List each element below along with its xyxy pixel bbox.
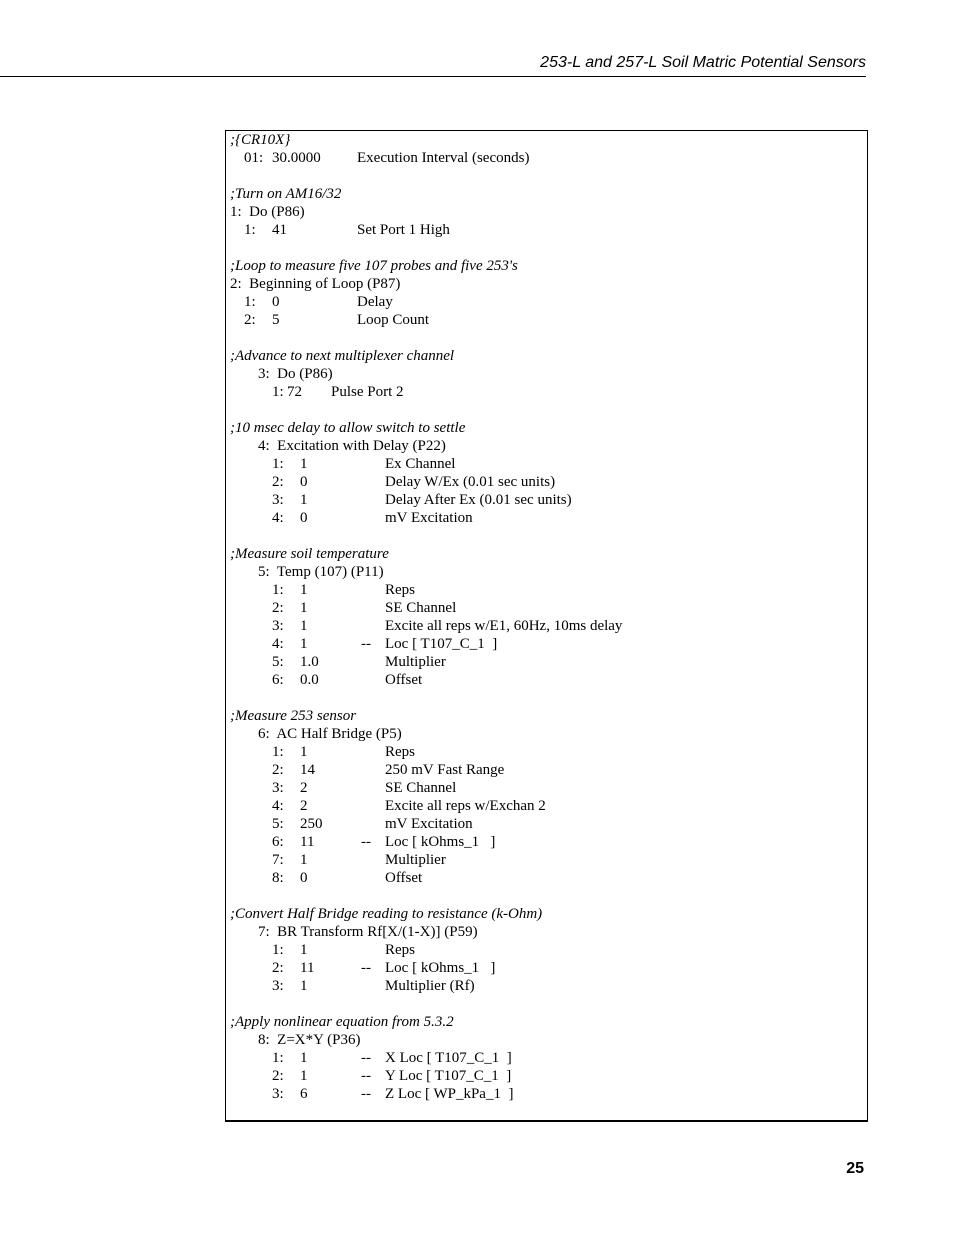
- program-parameter: [230, 1067, 867, 1085]
- param-value: 1: [300, 492, 308, 508]
- param-value: 14: [300, 762, 315, 778]
- param-dash: --: [361, 636, 371, 652]
- param-description: Loop Count: [357, 312, 430, 328]
- param-number: 1:: [272, 582, 284, 598]
- param-number: 2:: [272, 960, 284, 976]
- param-dash: --: [361, 960, 371, 976]
- program-parameter: [230, 455, 867, 473]
- program-instruction: [230, 203, 867, 221]
- program-parameter: [230, 599, 867, 617]
- param-number: 3:: [272, 978, 284, 994]
- param-number: 2:: [272, 600, 284, 616]
- param-value: 0: [300, 474, 308, 490]
- param-number: 6:: [272, 672, 284, 688]
- blank-line: [230, 689, 867, 707]
- param-value: 41: [272, 222, 287, 238]
- blank-line: [230, 887, 867, 905]
- program-parameter: [230, 311, 867, 329]
- program-parameter: [230, 1085, 867, 1103]
- param-description: Y Loc [ T107_C_1 ]: [385, 1068, 512, 1084]
- instruction-text: 3: Do (P86): [258, 366, 333, 382]
- param-dash: --: [361, 834, 371, 850]
- blank-line: [230, 401, 867, 419]
- program-instruction: [230, 437, 867, 455]
- param-value: 1.0: [300, 654, 319, 670]
- param-value: 1: [300, 582, 308, 598]
- param-number: 4:: [272, 510, 284, 526]
- param-number: 2:: [272, 762, 284, 778]
- program-parameter: [230, 581, 867, 599]
- program-parameter: [230, 851, 867, 869]
- param-description: Reps: [385, 582, 415, 598]
- param-number: 01:: [244, 150, 264, 166]
- param-description: Delay: [357, 294, 393, 310]
- program-parameter: [230, 473, 867, 491]
- program-comment: ;Apply nonlinear equation from 5.3.2: [230, 1014, 454, 1030]
- param-description: Delay W/Ex (0.01 sec units): [385, 474, 556, 490]
- param-number: 1:: [272, 744, 284, 760]
- program-parameter: [230, 977, 867, 995]
- param-dash: --: [361, 1086, 371, 1102]
- program-instruction: [230, 923, 867, 941]
- program-comment: ;Convert Half Bridge reading to resistance (k-Ohm): [230, 906, 543, 922]
- param-number: 8:: [272, 870, 284, 886]
- program-parameter: [230, 1049, 867, 1067]
- instruction-text: 8: Z=X*Y (P36): [258, 1032, 361, 1048]
- param-description: mV Excitation: [385, 510, 473, 526]
- param-number: 3:: [272, 618, 284, 634]
- param-description: Pulse Port 2: [331, 384, 404, 400]
- program-instruction: [230, 275, 867, 293]
- param-description: SE Channel: [385, 780, 457, 796]
- param-number: 1:: [244, 222, 256, 238]
- param-value: 1: [300, 618, 308, 634]
- param-value: 1: [300, 744, 308, 760]
- instruction-text: 6: AC Half Bridge (P5): [258, 726, 402, 742]
- program-parameter: [230, 797, 867, 815]
- param-number: 6:: [272, 834, 284, 850]
- program-parameter: [230, 509, 867, 527]
- param-description: X Loc [ T107_C_1 ]: [385, 1050, 512, 1066]
- program-parameter: [230, 383, 867, 401]
- param-description: Loc [ kOhms_1 ]: [385, 960, 496, 976]
- program-parameter: [230, 833, 867, 851]
- program-listing-box: [225, 130, 868, 1122]
- param-description: Z Loc [ WP_kPa_1 ]: [385, 1086, 514, 1102]
- instruction-text: 7: BR Transform Rf[X/(1-X)] (P59): [258, 924, 478, 940]
- program-parameter: [230, 761, 867, 779]
- blank-line: [230, 167, 867, 185]
- param-number: 5:: [272, 816, 284, 832]
- param-description: Loc [ T107_C_1 ]: [385, 636, 498, 652]
- param-number: 4:: [272, 636, 284, 652]
- param-number: 5:: [272, 654, 284, 670]
- param-number: 3:: [272, 780, 284, 796]
- program-parameter: [230, 671, 867, 689]
- param-value: 5: [272, 312, 280, 328]
- param-value: 1: [300, 600, 308, 616]
- blank-line: [230, 329, 867, 347]
- program-parameter: [230, 149, 867, 167]
- param-number: 2:: [272, 1068, 284, 1084]
- param-value: 11: [300, 960, 315, 976]
- param-description: Reps: [385, 744, 415, 760]
- param-value: 1: [300, 636, 308, 652]
- param-number: 1:: [272, 456, 284, 472]
- param-description: 250 mV Fast Range: [385, 762, 505, 778]
- instruction-text: 5: Temp (107) (P11): [258, 564, 384, 580]
- param-value: 0: [300, 870, 308, 886]
- program-parameter: [230, 617, 867, 635]
- param-value: 30.0000: [272, 150, 321, 166]
- program-parameter: [230, 779, 867, 797]
- param-description: Delay After Ex (0.01 sec units): [385, 492, 572, 508]
- param-description: Offset: [385, 870, 423, 886]
- program-parameter: [230, 869, 867, 887]
- running-header: 253-L and 257-L Soil Matric Potential Sensors: [540, 54, 866, 71]
- param-description: Excite all reps w/Exchan 2: [385, 798, 546, 814]
- param-value: 0: [272, 294, 280, 310]
- param-value: 1: [300, 1068, 308, 1084]
- param-description: SE Channel: [385, 600, 457, 616]
- program-parameter: [230, 293, 867, 311]
- blank-line: [230, 239, 867, 257]
- program-comment: ;Measure soil temperature: [230, 546, 389, 562]
- param-description: Reps: [385, 942, 415, 958]
- program-instruction: [230, 365, 867, 383]
- param-number: 1:: [244, 294, 256, 310]
- header-rule: [0, 76, 866, 77]
- param-description: Loc [ kOhms_1 ]: [385, 834, 496, 850]
- param-number: 4:: [272, 798, 284, 814]
- param-number: 2:: [244, 312, 256, 328]
- param-value: 11: [300, 834, 315, 850]
- param-number: 2:: [272, 474, 284, 490]
- param-description: Multiplier (Rf): [385, 978, 475, 994]
- program-instruction: [230, 1031, 867, 1049]
- instruction-text: 2: Beginning of Loop (P87): [230, 276, 401, 292]
- param-value: 1: [300, 1050, 308, 1066]
- program-parameter: [230, 941, 867, 959]
- program-instruction: [230, 725, 867, 743]
- param-description: Set Port 1 High: [357, 222, 450, 238]
- param-description: Excite all reps w/E1, 60Hz, 10ms delay: [385, 618, 623, 634]
- param-number: 1:: [272, 1050, 284, 1066]
- param-number: 7:: [272, 852, 284, 868]
- program-instruction: [230, 563, 867, 581]
- param-description: Offset: [385, 672, 423, 688]
- blank-line: [230, 527, 867, 545]
- param-value: 1: [300, 978, 308, 994]
- blank-line: [230, 995, 867, 1013]
- param-dash: --: [361, 1050, 371, 1066]
- param-dash: --: [361, 1068, 371, 1084]
- program-parameter: [230, 653, 867, 671]
- param-description: mV Excitation: [385, 816, 473, 832]
- param-description: Multiplier: [385, 852, 446, 868]
- param-value: 0: [300, 510, 308, 526]
- program-parameter: [230, 743, 867, 761]
- program-comment: ;Measure 253 sensor: [230, 708, 357, 724]
- param-value: 72: [287, 384, 302, 400]
- param-value: 1: [300, 456, 308, 472]
- param-number: 1:: [272, 384, 284, 400]
- program-listing: [230, 131, 867, 1103]
- param-value: 1: [300, 852, 308, 868]
- param-number: 3:: [272, 1086, 284, 1102]
- param-description: Ex Channel: [385, 456, 456, 472]
- param-value: 6: [300, 1086, 308, 1102]
- page-number: 25: [846, 1160, 864, 1177]
- instruction-text: 4: Excitation with Delay (P22): [258, 438, 446, 454]
- instruction-text: 1: Do (P86): [230, 204, 305, 220]
- program-comment: ;10 msec delay to allow switch to settle: [230, 420, 466, 436]
- program-parameter: [230, 221, 867, 239]
- param-number: 1:: [272, 942, 284, 958]
- program-parameter: [230, 491, 867, 509]
- param-value: 0.0: [300, 672, 319, 688]
- program-comment: ;Turn on AM16/32: [230, 186, 342, 202]
- program-comment: ;Advance to next multiplexer channel: [230, 348, 455, 364]
- param-value: 2: [300, 798, 308, 814]
- param-value: 2: [300, 780, 308, 796]
- param-description: Multiplier: [385, 654, 446, 670]
- param-value: 250: [300, 816, 323, 832]
- param-number: 3:: [272, 492, 284, 508]
- program-parameter: [230, 815, 867, 833]
- program-parameter: [230, 635, 867, 653]
- param-value: 1: [300, 942, 308, 958]
- param-description: Execution Interval (seconds): [357, 150, 530, 166]
- program-comment: ;{CR10X}: [230, 132, 291, 148]
- program-parameter: [230, 959, 867, 977]
- program-comment: ;Loop to measure five 107 probes and five 253's: [230, 258, 518, 274]
